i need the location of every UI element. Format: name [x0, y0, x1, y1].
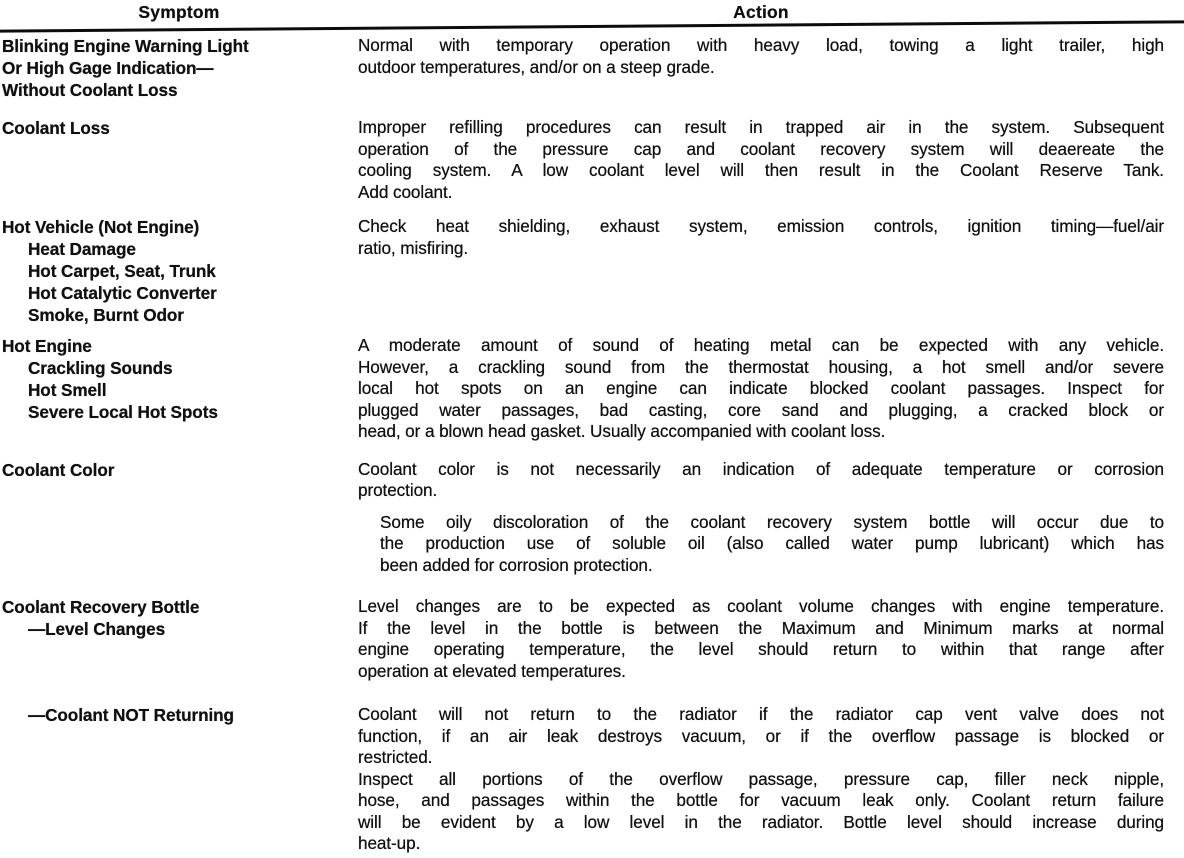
action-cell — [358, 35, 1184, 78]
action-text-line: will be evident by a low level in the radiator. Bottle level should increase during — [358, 811, 1164, 832]
action-text-line: local hot spots on an engine can indicate blocked coolant passages. Inspect for — [358, 378, 1164, 398]
symptom-cell — [0, 335, 358, 423]
action-text-line: Level changes are to be expected as coolant volume changes with engine temperature. — [358, 596, 1164, 616]
action-text-line: function, if an air leak destroys vacuum, or if the overflow passage is blocked or — [358, 725, 1164, 746]
action-text-line: outdoor temperatures, and/or on a steep grade. — [358, 56, 715, 77]
symptom-cell — [0, 216, 358, 326]
symptom-line: Crackling Sounds — [28, 358, 173, 378]
symptom-line: Or High Gage Indication— — [2, 58, 214, 78]
table-row — [0, 216, 1184, 326]
action-text-line: If the level in the bottle is between the Maximum and Minimum marks at normal — [358, 617, 1164, 638]
action-cell — [358, 216, 1184, 259]
symptom-cell — [0, 596, 358, 640]
action-paragraph — [358, 35, 1164, 78]
table-row — [0, 459, 1184, 577]
symptom-cell — [0, 117, 358, 139]
action-text-line: head, or a blown head gasket. Usually accompanied with coolant loss. — [358, 421, 886, 441]
symptom-line: —Coolant NOT Returning — [28, 705, 234, 725]
symptom-line: Without Coolant Loss — [2, 80, 178, 100]
action-text-line: cooling system. A low coolant level will then result in the Coolant Reserve Tank. — [358, 160, 1164, 180]
action-paragraph — [358, 117, 1164, 203]
troubleshooting-table-body — [0, 35, 1184, 855]
action-paragraph — [358, 596, 1164, 682]
action-text-line: ratio, misfiring. — [358, 237, 469, 258]
action-paragraph — [358, 335, 1164, 443]
column-header-action: Action — [733, 2, 789, 22]
action-cell — [358, 704, 1184, 855]
symptom-line: Blinking Engine Warning Light — [2, 36, 249, 56]
table-row — [0, 117, 1184, 203]
action-cell — [358, 596, 1184, 682]
table-row — [0, 35, 1184, 101]
action-text-line: A moderate amount of sound of heating metal can be expected with any vehicle. — [358, 335, 1164, 355]
action-text-line: Add coolant. — [358, 181, 453, 202]
action-text-line: Some oily discoloration of the coolant recovery system bottle will occur due to — [380, 511, 1164, 532]
action-paragraph — [358, 704, 1164, 769]
symptom-line: —Level Changes — [28, 619, 166, 639]
action-text-line: Improper refilling procedures can result in trapped air in the system. Subsequent — [358, 117, 1164, 137]
symptom-line: Smoke, Burnt Odor — [28, 305, 184, 325]
action-text-line: been added for corrosion protection. — [380, 554, 653, 575]
action-text-line: Inspect all portions of the overflow passage, pressure cap, filler neck nipple, — [358, 768, 1164, 789]
action-text-line: restricted. — [358, 747, 433, 767]
table-row — [0, 704, 1184, 855]
action-text-line: Coolant will not return to the radiator if the radiator cap vent valve does not — [358, 704, 1164, 724]
action-text-line: Check heat shielding, exhaust system, emission controls, ignition timing—fuel/air — [358, 216, 1164, 236]
action-cell — [358, 117, 1184, 203]
action-text-line: Normal with temporary operation with heavy load, towing a light trailer, high — [358, 35, 1164, 55]
symptom-cell — [0, 35, 358, 101]
action-text-line: engine operating temperature, the level should return to within that range after — [358, 639, 1164, 659]
symptom-line: Hot Catalytic Converter — [28, 283, 217, 303]
symptom-line: Hot Vehicle (Not Engine) — [2, 217, 200, 237]
action-text-line: operation at elevated temperatures. — [358, 660, 626, 681]
table-row — [0, 335, 1184, 443]
symptom-line: Coolant Color — [2, 459, 115, 480]
action-text-line: protection. — [358, 480, 438, 500]
symptom-line: Hot Smell — [28, 380, 107, 400]
action-paragraph — [358, 512, 1164, 577]
symptom-line: Coolant Loss — [2, 118, 110, 138]
action-cell — [358, 459, 1184, 577]
table-row — [0, 596, 1184, 682]
action-text-line: plugged water passages, bad casting, core sand and plugging, a cracked block or — [358, 399, 1164, 420]
symptom-line: Hot Carpet, Seat, Trunk — [28, 261, 216, 281]
action-text-line: However, a crackling sound from the thermostat housing, a hot smell and/or severe — [358, 356, 1164, 377]
action-paragraph — [358, 769, 1164, 855]
symptom-line: Hot Engine — [2, 336, 92, 356]
symptom-line: Severe Local Hot Spots — [28, 402, 218, 422]
action-text-line: the production use of soluble oil (also called water pump lubricant) which has — [380, 533, 1164, 553]
symptom-line: Coolant Recovery Bottle — [2, 597, 200, 617]
action-text-line: hose, and passages within the bottle for vacuum leak only. Coolant return failure — [358, 790, 1164, 810]
action-cell — [358, 335, 1184, 443]
table-header-row — [0, 2, 1184, 23]
action-paragraph — [358, 216, 1164, 259]
action-paragraph — [358, 459, 1164, 502]
column-header-symptom: Symptom — [138, 2, 220, 22]
action-text-line: operation of the pressure cap and coolant recovery system will deaereate the — [358, 138, 1164, 159]
symptom-cell — [0, 459, 358, 481]
action-text-line: Coolant color is not necessarily an indication of adequate temperature or corrosion — [358, 458, 1164, 479]
action-text-line: heat-up. — [358, 833, 421, 853]
symptom-cell — [0, 704, 358, 726]
symptom-line: Heat Damage — [28, 239, 136, 259]
